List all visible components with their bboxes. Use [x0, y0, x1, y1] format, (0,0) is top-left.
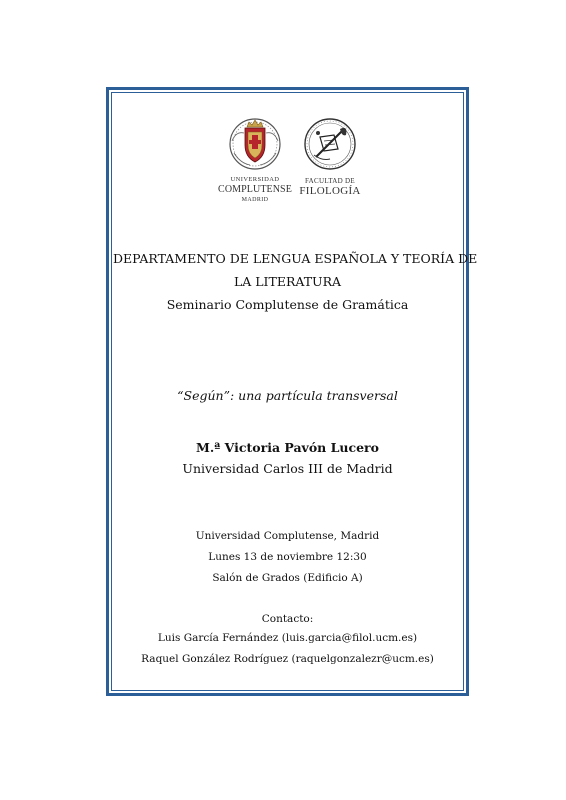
ucm-logo-line3: MADRID — [241, 197, 269, 203]
ucm-logo-line2: COMPLUTENSE — [218, 184, 292, 195]
department-heading-line1: DEPARTAMENTO DE LENGUA ESPAÑOLA Y TEORÍA DE — [113, 251, 478, 266]
contact-label: Contacto: — [261, 613, 314, 625]
contact-person-2: Raquel González Rodríguez (raquelgonzalezr@ucm.es) — [141, 653, 434, 665]
seminar-name: Seminario Complutense de Gramática — [166, 297, 409, 312]
speaker-name: M.ª Victoria Pavón Lucero — [196, 440, 379, 455]
filologia-logo — [294, 115, 366, 210]
filologia-emblem-icon — [294, 115, 366, 175]
ucm-logo-line1: UNIVERSIDAD — [230, 176, 280, 183]
contact-person-1: Luis García Fernández (luis.garcia@filol.ucm.es) — [157, 632, 418, 644]
venue-place: Universidad Complutense, Madrid — [195, 530, 380, 542]
talk-title: “Según”: una partícula transversal — [177, 388, 398, 403]
filologia-logo-line2: FILOLOGÍA — [299, 185, 361, 197]
venue-room: Salón de Grados (Edificio A) — [212, 572, 363, 584]
ucm-crest-icon — [218, 115, 292, 175]
filologia-logo-line1: FACULTAD DE — [305, 177, 355, 185]
logos-header — [218, 115, 366, 210]
venue-date-time: Lunes 13 de noviembre 12:30 — [208, 551, 367, 563]
speaker-affiliation: Universidad Carlos III de Madrid — [182, 461, 393, 476]
ucm-logo — [218, 115, 292, 210]
department-heading-line2: LA LITERATURA — [233, 274, 342, 289]
